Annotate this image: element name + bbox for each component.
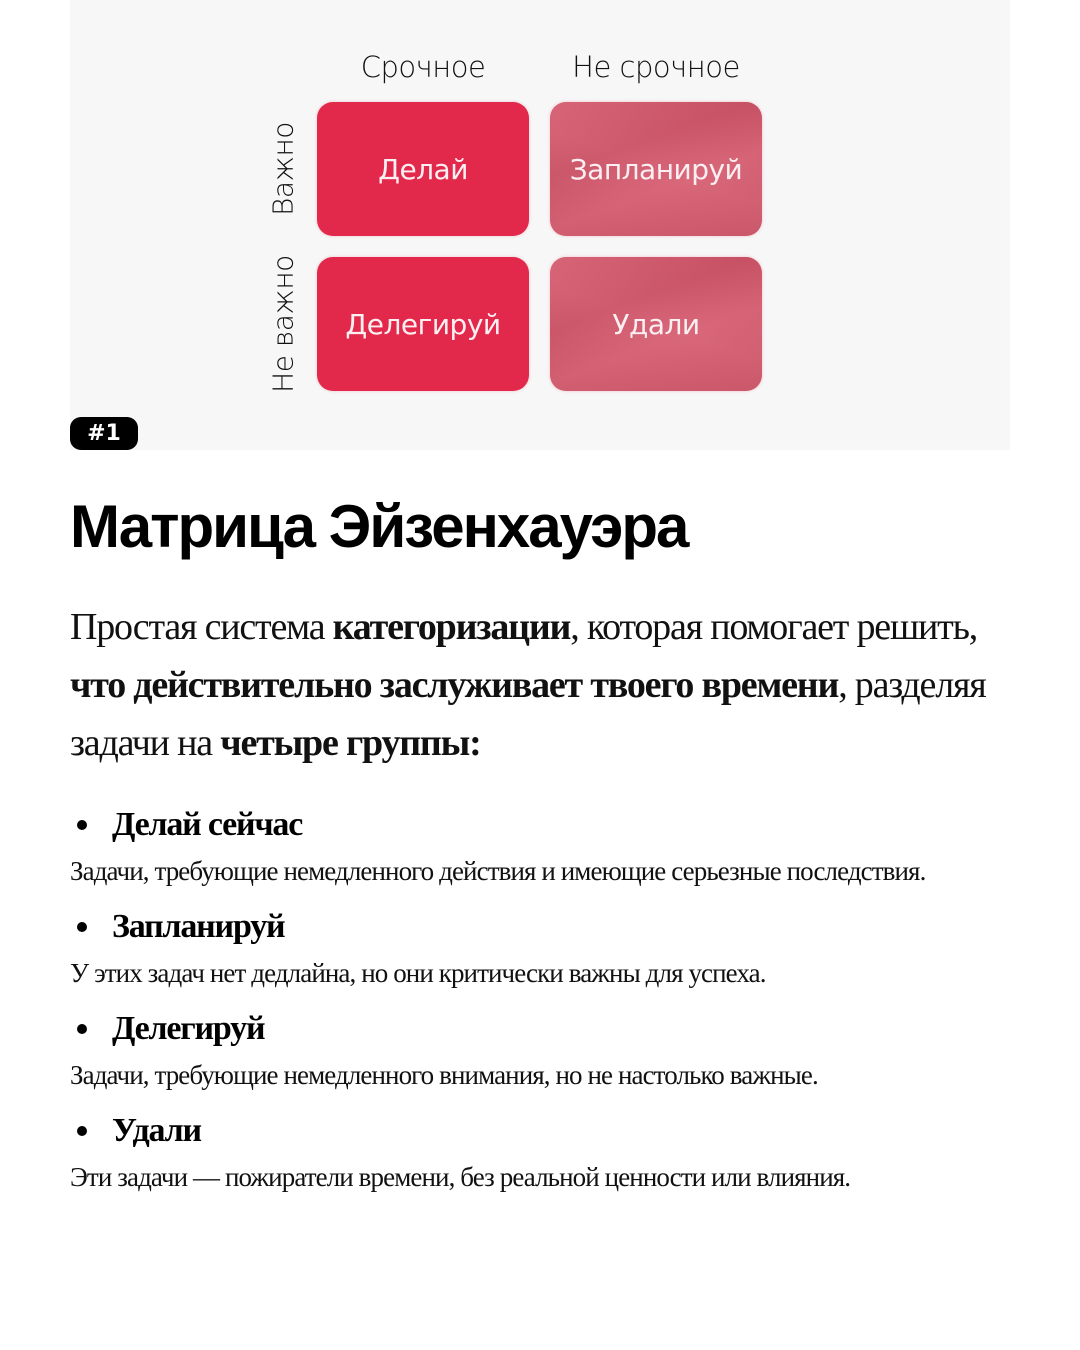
number-badge: #1 [70,417,138,450]
item-title: Делегируй [112,1010,265,1047]
quadrant-delete [550,257,762,391]
list-item [70,902,1020,994]
quadrant-label: Делегируй [345,307,501,341]
intro-paragraph [70,598,1010,772]
list-item [70,1004,1020,1096]
quadrant-label: Удали [612,307,700,341]
intro-text: , разделяя задачи на [70,664,986,764]
column-header-not-urgent: Не срочное [572,50,740,84]
row-header-important: Важно [266,122,300,216]
page-title: Матрица Эйзенхауэра [70,493,688,560]
item-description: Задачи, требующие немедленного действия и имеющие серьезные последствия. [70,856,926,886]
list-item [70,1106,1020,1198]
item-description: Задачи, требующие немедленного внимания, но не настолько важные. [70,1060,818,1090]
item-title: Запланируй [112,908,285,945]
item-title: Делай сейчас [112,806,303,843]
quadrant-delegate [317,257,529,391]
quadrant-label: Делай [378,152,468,186]
matrix-panel [70,0,1010,450]
intro-bold: что действительно заслуживает твоего времени [70,664,839,706]
intro-text: Простая система [70,606,333,648]
intro-bold: четыре группы: [220,722,481,764]
category-list [70,800,1020,1208]
item-description: Эти задачи — пожиратели времени, без реальной ценности или влияния. [70,1162,851,1192]
bullet-icon [77,1024,87,1034]
bullet-icon [77,922,87,932]
intro-text: , которая помогает решить, [570,606,977,648]
column-header-urgent: Срочное [360,50,486,84]
bullet-icon [77,1126,87,1136]
list-item [70,800,1020,892]
item-title: Удали [112,1112,201,1149]
bullet-icon [77,820,87,830]
row-header-not-important: Не важно [266,255,300,393]
intro-bold: категоризации [332,606,571,648]
quadrant-schedule [550,102,762,236]
quadrant-label: Запланируй [569,152,743,186]
item-description: У этих задач нет дедлайна, но они критически важны для успеха. [70,958,766,988]
quadrant-do [317,102,529,236]
